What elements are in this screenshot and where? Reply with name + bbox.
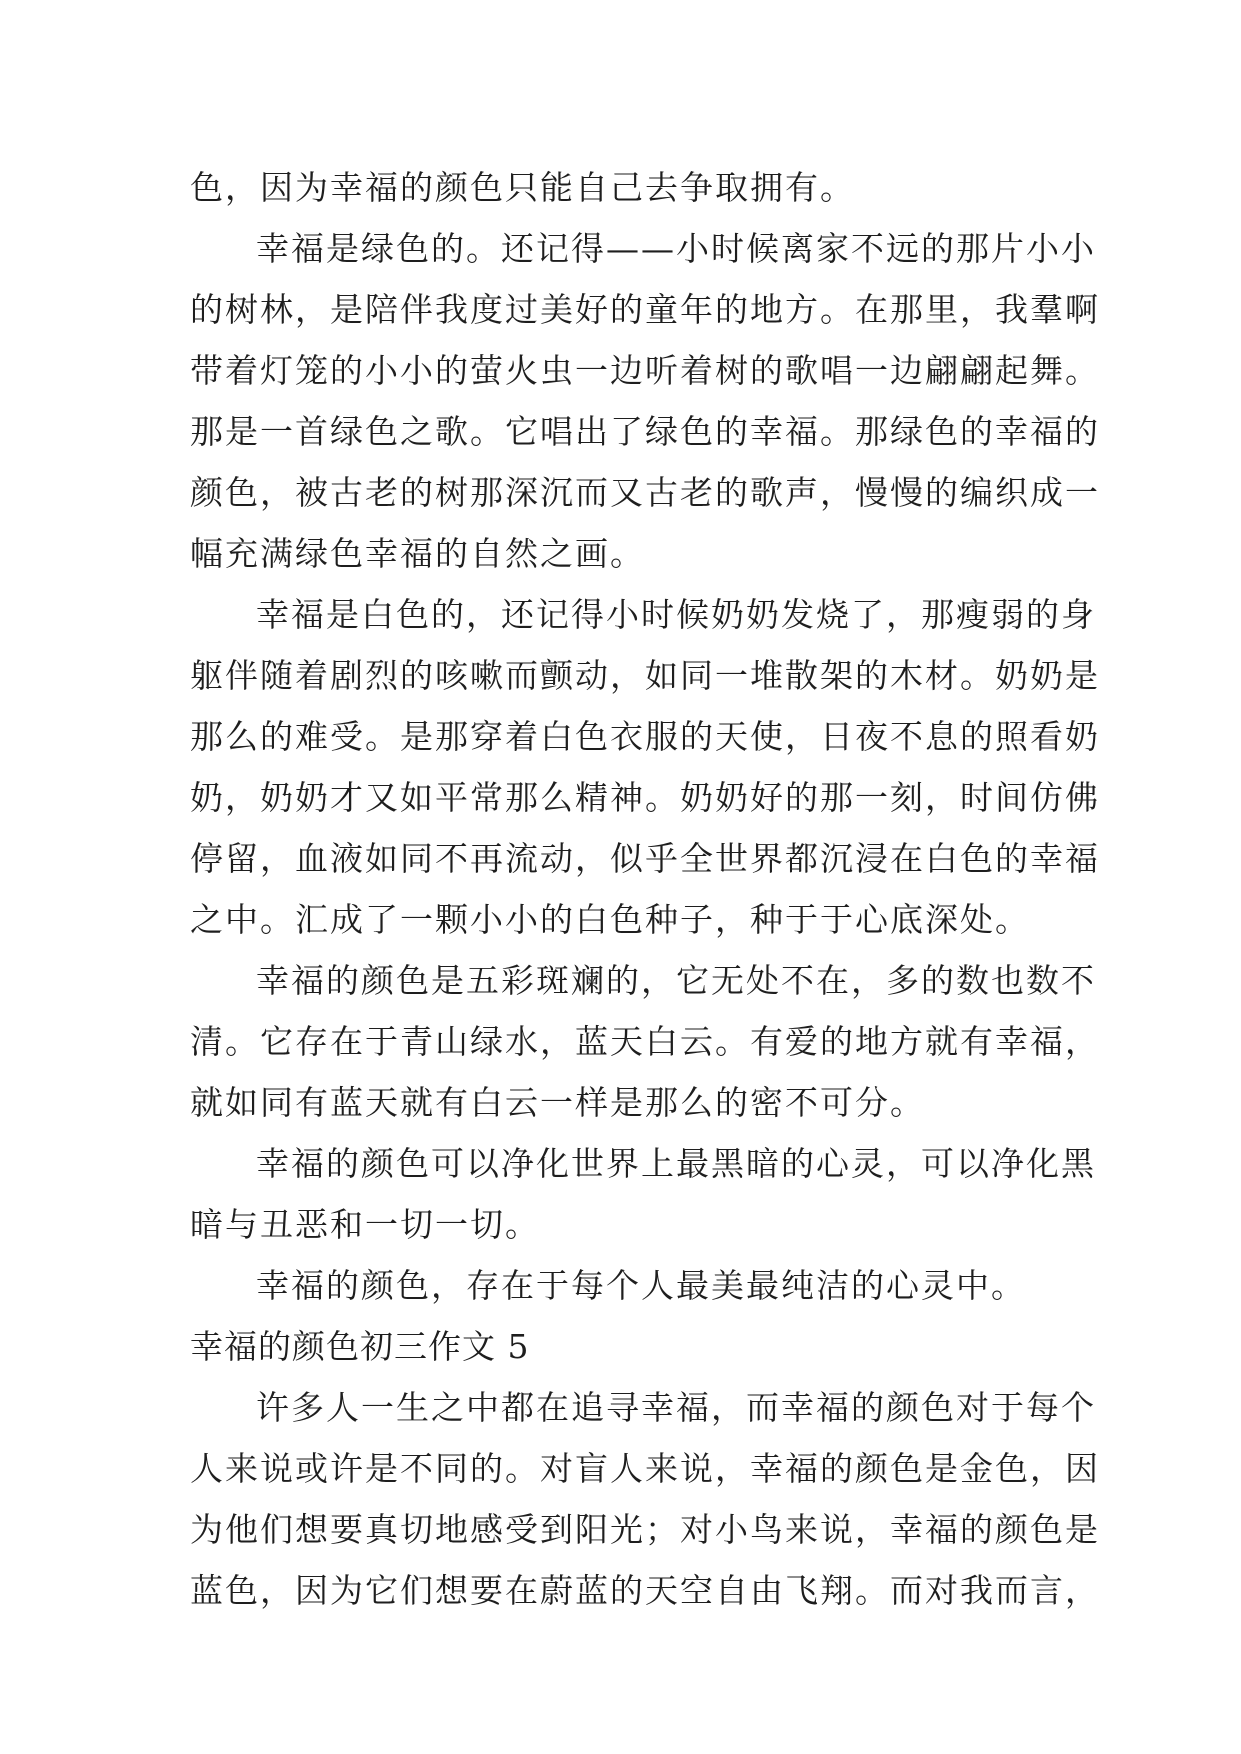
paragraph-line: 幸福的颜色，存在于每个人最美最纯洁的心灵中。 <box>256 1266 1026 1305</box>
paragraph-line: 幅充满绿色幸福的自然之画。 <box>190 534 645 573</box>
paragraph-line: 为他们想要真切地感受到阳光；对小鸟来说，幸福的颜色是 <box>190 1510 1100 1549</box>
paragraph-line: 幸福是绿色的。还记得——小时候离家不远的那片小小 <box>256 229 1096 268</box>
paragraph-line: 幸福的颜色可以净化世界上最黑暗的心灵，可以净化黑 <box>256 1144 1096 1183</box>
paragraph-line: 色，因为幸福的颜色只能自己去争取拥有。 <box>190 168 855 207</box>
paragraph-line: 那么的难受。是那穿着白色衣服的天使，日夜不息的照看奶 <box>190 717 1100 756</box>
paragraph-line: 颜色，被古老的树那深沉而又古老的歌声，慢慢的编织成一 <box>190 473 1100 512</box>
paragraph-line: 躯伴随着剧烈的咳嗽而颤动，如同一堆散架的木材。奶奶是 <box>190 656 1100 695</box>
paragraph-line: 那是一首绿色之歌。它唱出了绿色的幸福。那绿色的幸福的 <box>190 412 1100 451</box>
paragraph-line: 的树林，是陪伴我度过美好的童年的地方。在那里，我羣啊 <box>190 290 1100 329</box>
paragraph-line: 蓝色，因为它们想要在蔚蓝的天空自由飞翔。而对我而言， <box>190 1571 1100 1610</box>
paragraph-line: 幸福的颜色是五彩斑斓的，它无处不在，多的数也数不 <box>256 961 1096 1000</box>
essay-body <box>190 157 1100 1621</box>
paragraph-line: 停留，血液如同不再流动，似乎全世界都沉浸在白色的幸福 <box>190 839 1100 878</box>
paragraph-line: 暗与丑恶和一切一切。 <box>190 1205 540 1244</box>
paragraph-line: 就如同有蓝天就有白云一样是那么的密不可分。 <box>190 1083 925 1122</box>
paragraph-line: 带着灯笼的小小的萤火虫一边听着树的歌唱一边翩翩起舞。 <box>190 351 1100 390</box>
section-heading: 幸福的颜色初三作文 5 <box>190 1327 530 1366</box>
paragraph-line: 幸福是白色的，还记得小时候奶奶发烧了，那瘦弱的身 <box>256 595 1096 634</box>
paragraph-line: 清。它存在于青山绿水，蓝天白云。有爱的地方就有幸福， <box>190 1022 1100 1061</box>
paragraph-line: 之中。汇成了一颗小小的白色种子，种于于心底深处。 <box>190 900 1030 939</box>
paragraph-line: 人来说或许是不同的。对盲人来说，幸福的颜色是金色，因 <box>190 1449 1100 1488</box>
paragraph-line: 许多人一生之中都在追寻幸福，而幸福的颜色对于每个 <box>256 1388 1096 1427</box>
paragraph-line: 奶，奶奶才又如平常那么精神。奶奶好的那一刻，时间仿佛 <box>190 778 1100 817</box>
